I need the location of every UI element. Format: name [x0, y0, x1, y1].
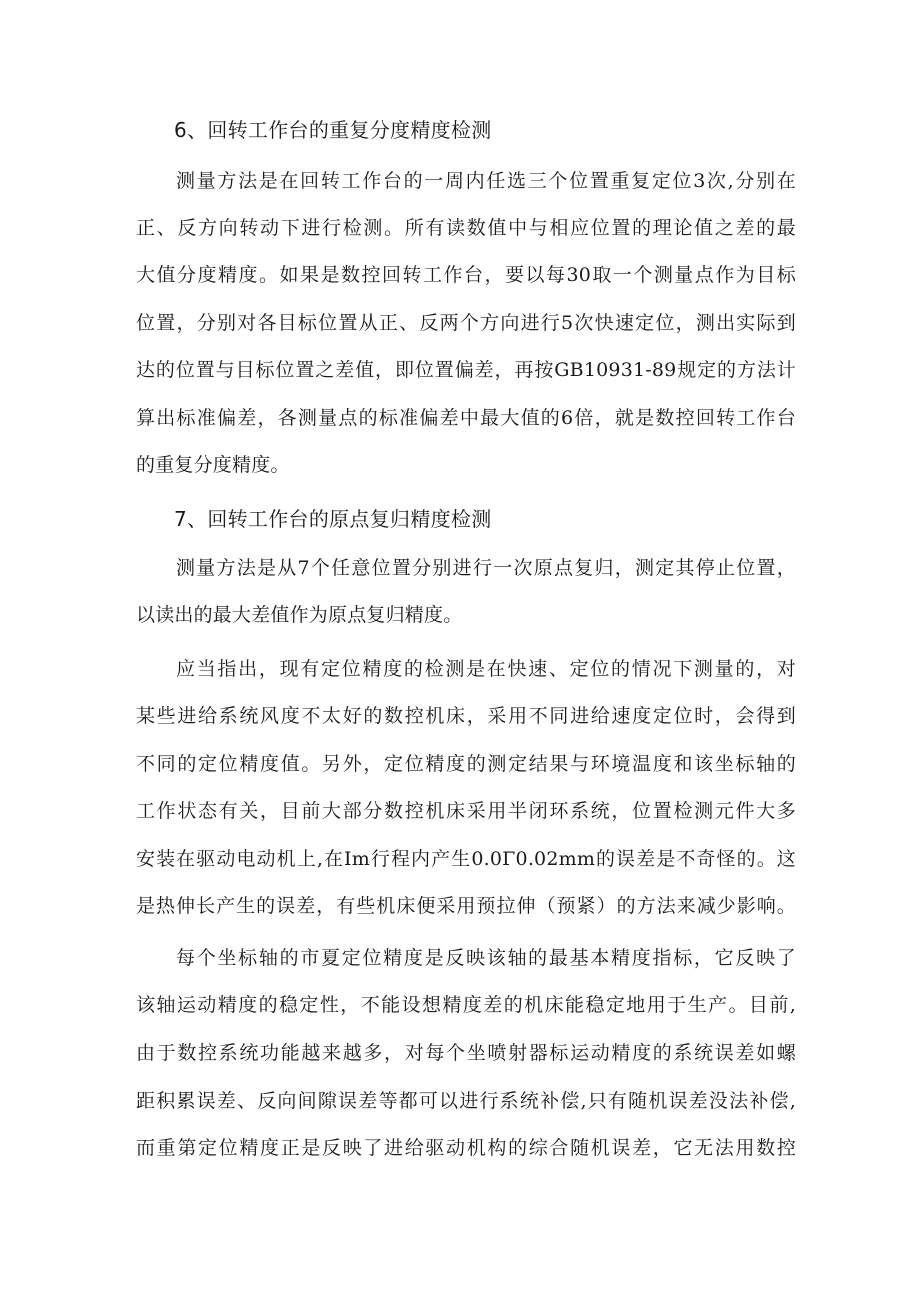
paragraph-line: 的重复分度精度。 [136, 454, 290, 476]
paragraph-line: 以读出的最大差值作为原点复归精度。 [136, 604, 463, 626]
section-6-heading: 6、回转工作台的重复分度精度检测 [174, 118, 492, 142]
paragraph-line: 不同的定位精度值。另外，定位精度的测定结果与环境温度和该坐标轴的 [136, 753, 796, 775]
paragraph-line: 是热伸长产生的误差，有些机床便采用预拉伸（预紧）的方法来减少影响。 [136, 895, 796, 917]
paragraph-line: 某些进给系统风度不太好的数控机床，采用不同进给速度定位时，会得到 [136, 705, 796, 727]
paragraph-line: 测量方法是从7个任意位置分别进行一次原点复归，测定其停止位置， [176, 557, 796, 579]
paragraph-line: 该轴运动精度的稳定性，不能设想精度差的机床能稳定地用于生产。目前, [136, 994, 796, 1016]
section-7-heading: 7、回转工作台的原点复归精度检测 [174, 507, 492, 531]
paragraph-line: 位置，分别对各目标位置从正、反两个方向进行5次快速定位，测出实际到 [136, 312, 796, 334]
paragraph-line: 算出标准偏差，各测量点的标准偏差中最大值的6倍，就是数控回转工作台 [136, 407, 796, 429]
paragraph-line: 正、反方向转动下进行检测。所有读数值中与相应位置的理论值之差的最 [136, 217, 796, 239]
paragraph-line: 达的位置与目标位置之差值，即位置偏差，再按GB10931-89规定的方法计 [136, 359, 796, 381]
paragraph-line: 由于数控系统功能越来越多，对每个坐喷射器标运动精度的系统误差如螺 [136, 1042, 796, 1064]
paragraph-line: 而重第定位精度正是反映了进给驱动机构的综合随机误差，它无法用数控 [136, 1137, 796, 1159]
paragraph-line: 测量方法是在回转工作台的一周内任选三个位置重复定位3次,分别在 [176, 170, 796, 192]
paragraph-line: 距积累误差、反向间隙误差等都可以进行系统补偿,只有随机误差没法补偿, [136, 1090, 796, 1112]
paragraph-line: 每个坐标轴的市夏定位精度是反映该轴的最基本精度指标，它反映了 [176, 947, 796, 969]
paragraph-line: 工作状态有关，目前大部分数控机床采用半闭环系统，位置检测元件大多 [136, 800, 796, 822]
paragraph-line: 应当指出，现有定位精度的检测是在快速、定位的情况下测量的，对 [176, 658, 796, 680]
paragraph-line: 大值分度精度。如果是数控回转工作台，要以每30取一个测量点作为目标 [136, 264, 796, 286]
paragraph-line: 安装在驱动电动机上,在Im行程内产生0.0Γ0.02mm的误差是不奇怪的。这 [136, 848, 796, 870]
